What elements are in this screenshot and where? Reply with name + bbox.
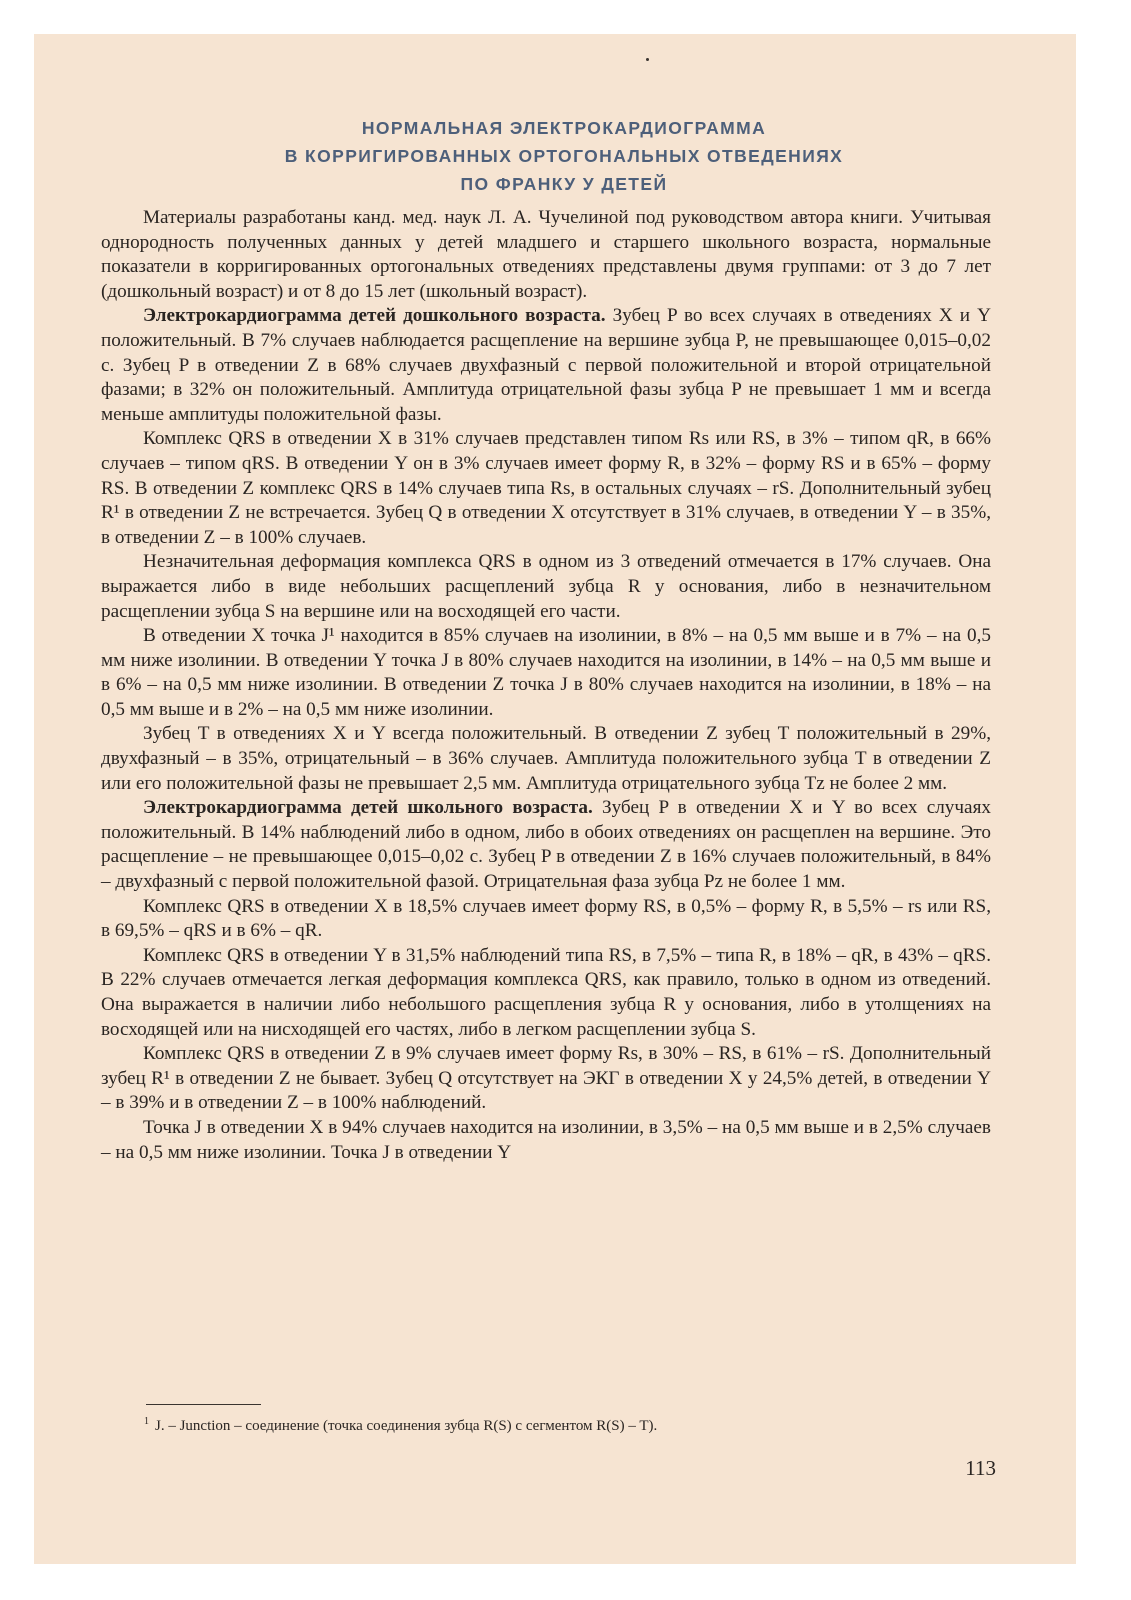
footnote-divider — [146, 1404, 261, 1405]
paragraph-school-p-wave — [101, 796, 991, 894]
paragraph-school-qrs-z: Комплекс QRS в отведении Z в 9% случаев имеет форму Rs, в 30% – RS, в 61% – rS. Дополнительный зубец R¹ в отведении Z не бывает. Зубец Q отсутствует на ЭКГ в отведении X у 24,5% детей, в отведении Y – в 39% и в отведении Z – в 100% наблюдений. — [101, 1043, 991, 1114]
title-line-2: В КОРРИГИРОВАННЫХ ОРТОГОНАЛЬНЫХ ОТВЕДЕНИЯХ — [284, 146, 844, 166]
footnote-text: J. – Junction – соединение (точка соединения зубца R(S) с сегментом R(S) – T). — [155, 1418, 658, 1434]
section-heading-preschool: Электрокардиограмма детей дошкольного возраста. — [143, 305, 606, 327]
paragraph-preschool-p-wave — [101, 304, 991, 427]
paragraph-intro: Материалы разработаны канд. мед. наук Л. А. Чучелиной под руководством автора книги. Учитывая однородность полученных данных у детей младшего и старшего школьного возраста, нормальные показатели в корригированных ортогональных отведениях представлены двумя группами: от 3 до 7 лет (дошкольный возраст) и от 8 до 15 лет (школьный возраст). — [101, 207, 991, 302]
paragraph-school-qrs-x: Комплекс QRS в отведении X в 18,5% случаев имеет форму RS, в 0,5% – форму R, в 5,5% – rs или RS, в 69,5% – qRS и в 6% – qR. — [101, 895, 991, 942]
footnote-marker: 1 — [144, 1416, 149, 1427]
paragraph-text: Зубец P в отведении X и Y во всех случаях положительный. В 14% наблюдений либо в одном, либо в обоих отведениях он расщеплен на вершине. Это расщепление – не превышающее 0,015–0,02 с. Зубец P в отведении Z в 16% случаев положительный, в 84% – двухфазный с первой положительной фазой. Отрицательная фаза зубца Pz не более 1 мм. — [101, 797, 991, 893]
paragraph-school-j-point: Точка J в отведении X в 94% случаев находится на изолинии, в 3,5% – на 0,5 мм выше и в 2,5% случаев – на 0,5 мм ниже изолинии. Точка J в отведении Y — [101, 1116, 991, 1163]
speck — [646, 58, 649, 61]
book-page — [34, 34, 1076, 1564]
title-line-3: ПО ФРАНКУ У ДЕТЕЙ — [460, 174, 668, 194]
paragraph-preschool-j-point: В отведении X точка J¹ находится в 85% случаев на изолинии, в 8% – на 0,5 мм выше и в 7% – на 0,5 мм ниже изолинии. В отведении Y точка J в 80% случаев находится на изолинии, в 14% – на 0,5 мм выше и в 6% – на 0,5 мм ниже изолинии. В отведении Z точка J в 80% случаев находится на изолинии, в 18% – на 0,5 мм выше и в 2% – на 0,5 мм ниже изолинии. — [101, 625, 991, 720]
body-text — [101, 206, 991, 1165]
section-heading-school: Электрокардиограмма детей школьного возраста. — [143, 797, 593, 819]
title-line-1: НОРМАЛЬНАЯ ЭЛЕКТРОКАРДИОГРАММА — [361, 118, 767, 138]
paragraph-text: Зубец P во всех случаях в отведениях X и Y положительный. В 7% случаев наблюдается расщепление на вершине зубца P, не превышающее 0,015–0,02 с. Зубец P в отведении Z в 68% случаев двухфазный с первой положительной и второй отрицательной фазами; в 32% он положительный. Амплитуда отрицательной фазы зубца P не превышает 1 мм и всегда меньше амплитуды положительной фазы. — [101, 305, 992, 425]
footnote — [144, 1416, 994, 1435]
paragraph-school-qrs-y: Комплекс QRS в отведении Y в 31,5% наблюдений типа RS, в 7,5% – типа R, в 18% – qR, в 43% – qRS. В 22% случаев отмечается легкая деформация комплекса QRS, как правило, только в одном из отведений. Она выражается в наличии либо небольшого расщепления зубца R у основания, либо в утолщениях на восходящей или на нисходящей его частях, либо в легком расщеплении зубца S. — [101, 944, 991, 1040]
paragraph-preschool-qrs: Комплекс QRS в отведении X в 31% случаев представлен типом Rs или RS, в 3% – типом qR, в 66% случаев – типом qRS. В отведении Y он в 3% случаев имеет форму R, в 32% – форму RS и в 65% – форму RS. В отведении Z комплекс QRS в 14% случаев типа Rs, в остальных случаях – rS. Дополнительный зубец R¹ в отведении Z не встречается. Зубец Q в отведении X отсутствует в 31% случаев, в отведении Y – в 35%, в отведении Z – в 100% случаев. — [101, 428, 991, 548]
page-number: 113 — [965, 1456, 996, 1480]
paragraph-preschool-t-wave: Зубец T в отведениях X и Y всегда положительный. В отведении Z зубец T положительный в 29%, двухфазный – в 35%, отрицательный – в 36% случаев. Амплитуда положительного зубца T в отведении Z или его положительной фазы не превышает 2,5 мм. Амплитуда отрицательного зубца Tz не более 2 мм. — [101, 723, 991, 794]
page-title — [184, 114, 944, 198]
paragraph-preschool-deformation: Незначительная деформация комплекса QRS в одном из 3 отведений отмечается в 17% случаев. Она выражается либо в виде небольших расщеплений зубца R у основания, либо в незначительном расщеплении зубца S на вершине или на восходящей его части. — [101, 551, 991, 622]
